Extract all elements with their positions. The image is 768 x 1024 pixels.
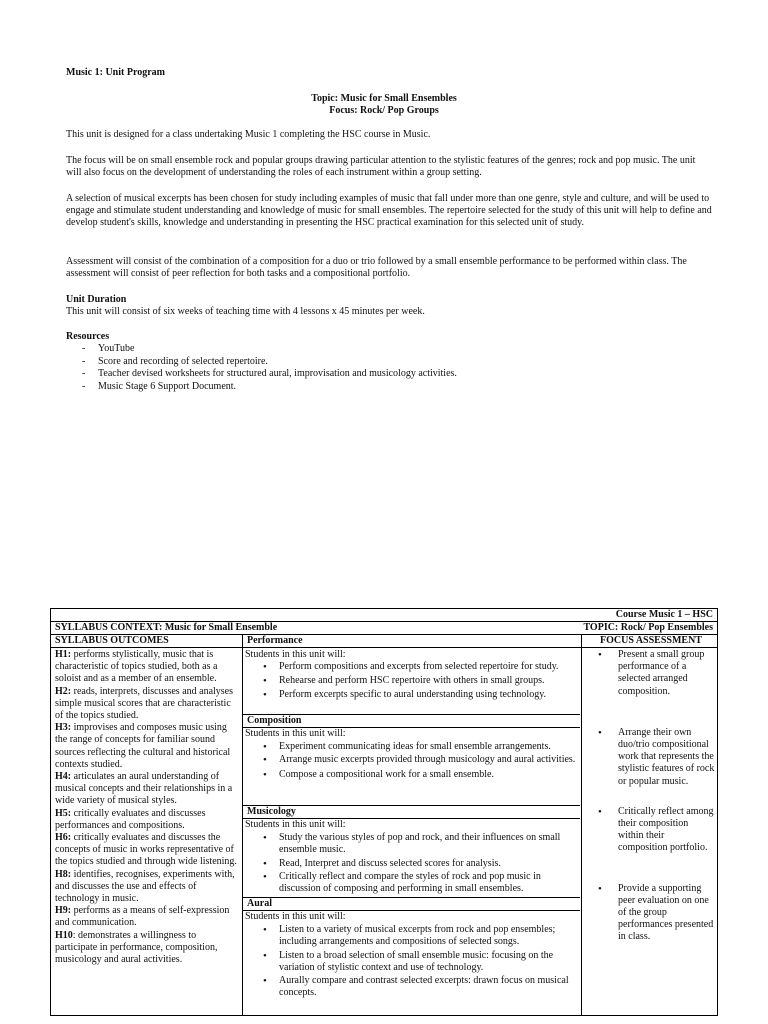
topic-heading: Topic: Music for Small Ensembles (311, 93, 457, 104)
focus-heading: Focus: Rock/ Pop Groups (329, 105, 439, 116)
outcome-item: H2: reads, interprets, discusses and analyses simple musical scores that are characteristic of the topics studied. (55, 685, 234, 722)
outcome-item: H3: improvises and composes music using the range of concepts for familiar sound sources reflecting the cultural and historical contexts studied. (55, 722, 231, 770)
topic-label: TOPIC: Rock/ Pop Ensembles (583, 622, 713, 633)
syllabus-context: SYLLABUS CONTEXT: Music for Small Ensemble (55, 622, 278, 633)
outcome-item: H1: performs stylistically, music that is characteristic of topics studied, both as a soloist and as a member of an ensemble. (55, 649, 218, 685)
unit-program-table (50, 608, 718, 1016)
list-item: - YouTube (82, 343, 682, 356)
outcome-item: H8: identifies, recognises, experiments with, and discusses the use and effects of technology in music. (55, 868, 235, 905)
course-label: Course Music 1 – HSC (615, 609, 713, 620)
selection-paragraph: A selection of musical excerpts has been chosen for study including examples of music that fall under more than one genre, style and culture, and will be used to engage and stimulate student understanding and knowledge of music for small ensembles. The repertoire selected for the study of this unit will help to define and develop student's skills, knowledge and understanding in presenting the HSC practical examination for this selected unit of study. (66, 193, 712, 229)
section-intro: Students in this unit will: (245, 911, 346, 922)
outcome-item: H9: performs as a means of self-expression and communication. (55, 905, 230, 929)
section-intro: Students in this unit will: (245, 728, 346, 739)
list-item: - Teacher devised worksheets for structured aural, improvisation and musicology activities. (82, 368, 682, 381)
list-item: • Arrange music excerpts provided through musicology and aural activities. (245, 754, 579, 766)
section-intro: Students in this unit will: (245, 819, 346, 830)
list-item: • Read, Interpret and discuss selected scores for analysis. (245, 858, 579, 870)
outcome-item: H4: articulates an aural understanding of musical concepts and their relationships in a wide variety of musical styles. (55, 771, 233, 807)
section-intro: Students in this unit will: (245, 649, 346, 660)
list-item: • Aurally compare and contrast selected excerpts: drawn focus on musical concepts. (245, 975, 579, 999)
list-item: • Critically reflect among their composition within their composition portfolio. (582, 806, 716, 855)
list-item: • Arrange their own duo/trio compositional work that represents the stylistic features of rock or popular music. (582, 727, 716, 788)
outcome-item: H10: demonstrates a willingness to participate in performance, composition, musicology and aural activities. (55, 929, 218, 966)
col-header-outcomes: SYLLABUS OUTCOMES (55, 635, 169, 646)
list-item: • Critically reflect and compare the styles of rock and pop music in discussion of composing and performing in small ensembles. (245, 871, 579, 895)
list-item: • Compose a compositional work for a small ensemble. (245, 769, 579, 781)
focus-paragraph: The focus will be on small ensemble rock and popular groups drawing particular attention to the stylistic features of the genres; rock and pop music. The unit will also focus on the development of understanding the roles of each instrument within a group setting. (66, 155, 696, 179)
list-item: • Perform excerpts specific to aural understanding using technology. (245, 689, 579, 701)
intro-paragraph: This unit is designed for a class undertaking Music 1 completing the HSC course in Music. (66, 129, 431, 140)
performance-section (245, 649, 579, 701)
musicology-section (245, 819, 579, 895)
composition-heading: Composition (247, 715, 302, 726)
list-item: • Listen to a variety of musical excerpts from rock and pop ensembles; including arrangements and compositions of selected songs. (245, 924, 579, 948)
syllabus-outcomes (55, 649, 239, 966)
aural-heading: Aural (247, 898, 272, 909)
outcome-item: H5: critically evaluates and discusses performances and compositions. (55, 807, 206, 831)
list-item: - Score and recording of selected repertoire. (82, 356, 682, 369)
document-title: Music 1: Unit Program (66, 67, 165, 78)
list-item: • Provide a supporting peer evaluation on one of the group performances presented in class. (582, 883, 716, 944)
list-item: • Perform compositions and excerpts from selected repertoire for study. (245, 661, 579, 673)
musicology-heading: Musicology (247, 806, 296, 817)
col-header-focus-assessment: FOCUS ASSESSMENT (600, 635, 702, 646)
composition-section (245, 728, 579, 781)
aural-section (245, 911, 579, 999)
list-item: • Study the various styles of pop and rock, and their influences on small ensemble music. (245, 832, 579, 856)
list-item: • Experiment communicating ideas for small ensemble arrangements. (245, 741, 579, 753)
resources-heading: Resources (66, 331, 110, 342)
list-item: • Rehearse and perform HSC repertoire with others in small groups. (245, 675, 579, 687)
assessment-paragraph: Assessment will consist of the combination of a composition for a duo or trio followed by a small ensemble performance to be performed within class. The assessment will consist of peer reflection for both tasks and a compositional portfolio. (66, 256, 687, 280)
resources-list (82, 343, 682, 393)
list-item: • Listen to a broad selection of small ensemble music: focusing on the variation of stylistic context and use of technology. (245, 950, 579, 974)
duration-heading: Unit Duration (66, 294, 127, 305)
duration-text: This unit will consist of six weeks of teaching time with 4 lessons x 45 minutes per week. (66, 306, 425, 317)
outcome-item: H6: critically evaluates and discusses the concepts of music in works representative of the topics studied and through wide listening. (55, 832, 237, 868)
list-item: - Music Stage 6 Support Document. (82, 381, 682, 394)
focus-assessment (582, 649, 716, 944)
col-header-performance: Performance (247, 635, 303, 646)
list-item: • Present a small group performance of a selected arranged composition. (582, 649, 716, 698)
